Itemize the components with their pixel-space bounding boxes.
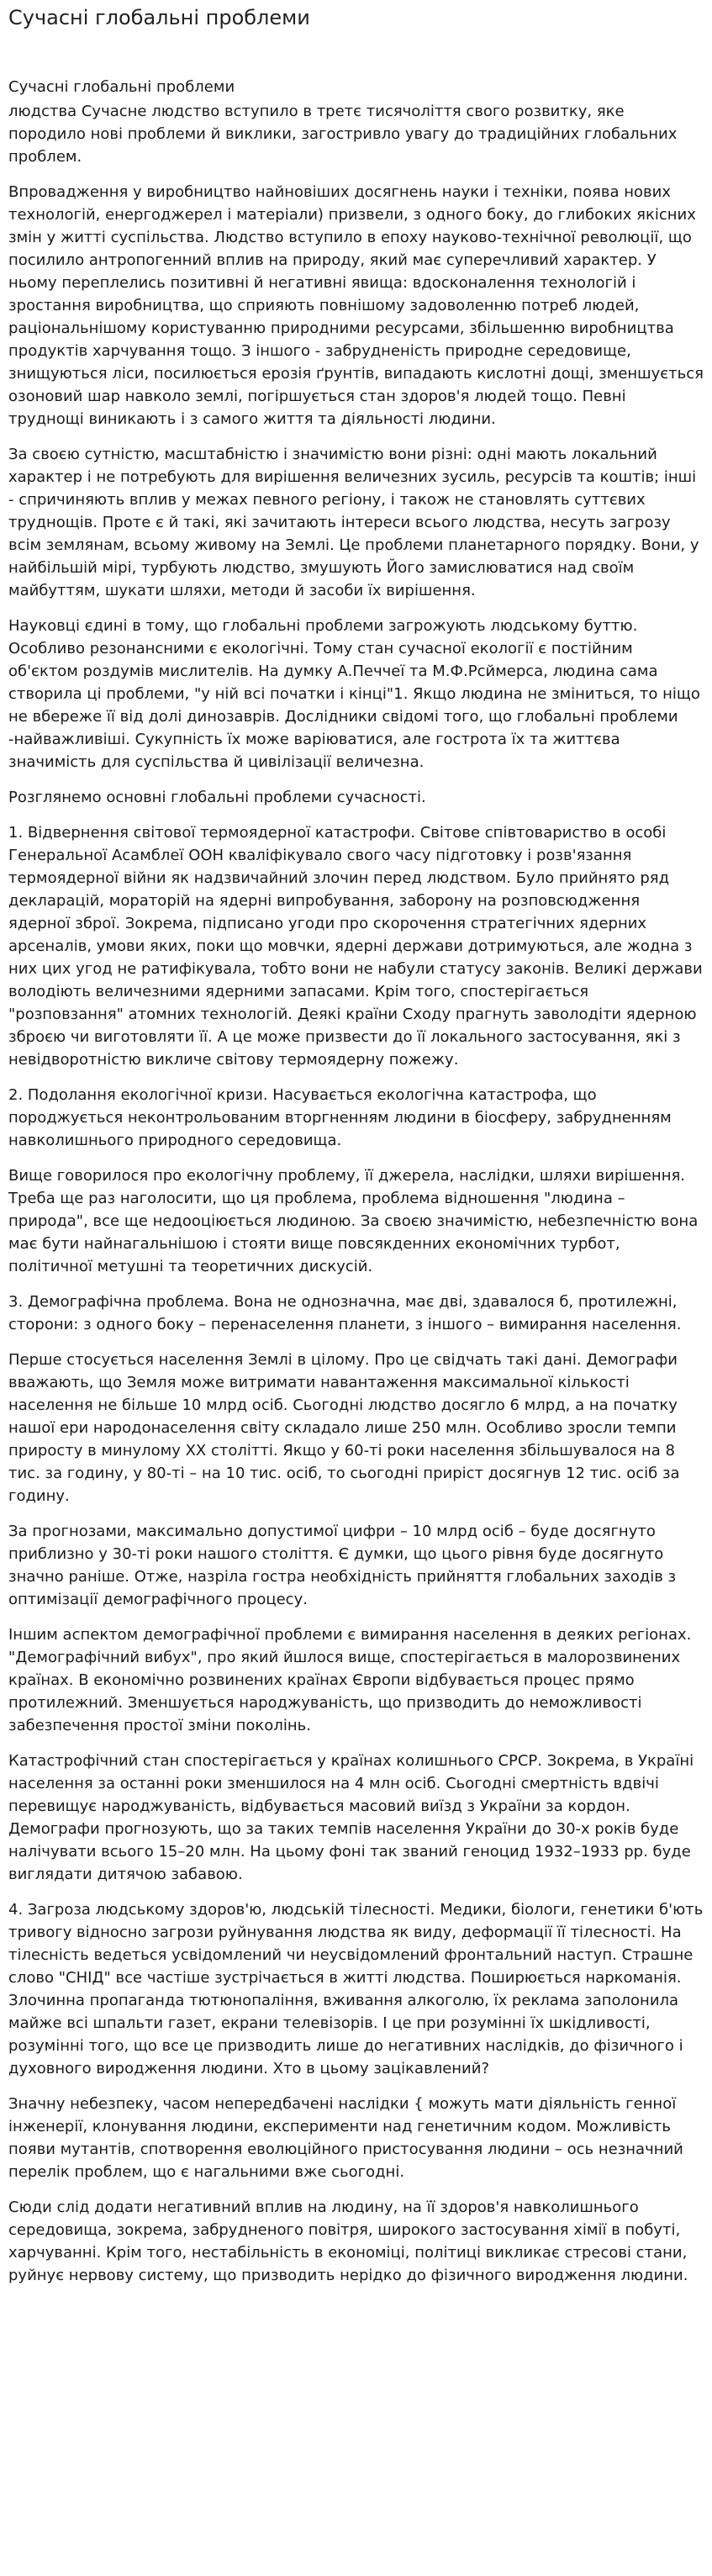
paragraph: 3. Демографічна проблема. Вона не однозначна, має дві, здавалося б, протилежні, сторони: з одного боку – перенаселення планети, з іншого – вимирання населення.	[8, 1293, 682, 1333]
paragraph: Вище говорилося про екологічну проблему, її джерела, наслідки, шляхи вирішення. Треба ще раз наголосити, що ця проблема, проблема відношення "людина – природа", все ще недооціюється людиною. За своєю значимістю, небезпечністю вона має бути найнагальнішою і стояти вище повсякденних економічних турбот, політичної метушні та теоретичних дискусій.	[8, 1167, 699, 1275]
paragraph: Науковці єдині в тому, що глобальні проблеми загрожують людському буттю. Особливо резонансними є екологічні. Тому стан сучасної екології є постійним об'єктом роздумів мислителів. На думку А.Печчеї та М.Ф.Рсймерса, людина сама створила ці проблеми, "у ній всі початки і кінці"1. Якщо людина не зміниться, то ніщо не вбереже її від долі динозаврів. Дослідники свідомі того, що глобальні проблеми -найважливіші. Сукупність їх може варіюватися, але гострота їх та життєва значимість для суспільства й цивілізації величезна.	[8, 617, 700, 771]
paragraph: 2. Подолання екологічної кризи. Насувається екологічна катастрофа, що породжується неконтрольованим вторгненням людини в біосферу, забрудненням навколишнього природного середовища.	[8, 1086, 672, 1149]
paragraph: За прогнозами, максимально допустимої цифри – 10 млрд осіб – буде досягнуто приблизно у 30-ті роки нашого століття. Є думки, що цього рівня буде досягнуто значно раніше. Отже, назріла гостра необхідність прийняття глобальних заходів з оптимізації демографічного процесу.	[8, 1523, 677, 1608]
page-title: Сучасні глобальні проблеми	[8, 6, 310, 29]
paragraph: людства Сучасне людство вступило в третє тисячоліття свого розвитку, яке породило нові проблеми й виклики, загостривло увагу до традиційних глобальних проблем.	[8, 103, 678, 166]
paragraph: Розглянемо основні глобальні проблеми сучасності.	[8, 789, 426, 806]
article-subtitle: Сучасні глобальні проблеми	[8, 78, 235, 96]
paragraph: Значну небезпеку, часом непередбачені наслідки { можуть мати діяльність генної інженерії, клонування людини, експерименти над генетичним кодом. Можливість появи мутантів, спотворення еволюційного пристосування людини – ось незначний перелік проблем, що є нагальними вже сьогодні.	[8, 2095, 683, 2181]
paragraph: 4. Загроза людському здоров'ю, людській тілесності. Медики, біологи, генетики б'ють тривогу відносно загрози руйнування людства як виду, деформації її тілесності. На тілесність ведеться усвідомлений чи неусвідомлений фронтальний наступ. Страшне слово "СНІД" все частіше зустрічається в житті людства. Поширюється наркоманія. Злочинна пропаганда тютюнопаління, вживання алкоголю, їх реклама заполонила майже всі шпальти газет, екрани телевізорів. І це при розумінні їх шкідливості, розумінні того, що все це призводить лише до негативних наслідків, до фізичного і духовного виродження людини. Хто в цьому зацікавлений?	[8, 1901, 704, 2077]
paragraph: 1. Відвернення світової термоядерної катастрофи. Світове співтовариство в особі Генеральної Асамблеї ООН кваліфікувало свого часу підготовку і розв'язання термоядерної війни як надзвичайний злочин перед людством. Було прийнято ряд декларацій, мораторій на ядерні випробування, заборону на розповсюдження ядерної зброї. Зокрема, підписано угоди про скорочення стратегічних ядерних арсеналів, умови яких, поки що мовчки, ядерні держави дотримуються, але жодна з них цих угод не ратифікувала, тобто вони не набули статусу законів. Великі держави володіють величезними ядерними запасами. Крім того, спостерігається "розповзання" атомних технологій. Деякі країни Сходу прагнуть заволодіти ядерною зброєю чи виготовляти її. А це може призвести до її локального застосування, які з невідворотністю викличе світову термоядерну пожежу.	[8, 824, 703, 1069]
paragraph: Сюди слід додати негативний вплив на людину, на її здоров'я навколишнього середовища, зокрема, забрудненого повітря, широкого застосування хімії в побуті, харчуванні. Крім того, нестабільність в економіці, політиці викликає стресові стани, руйнує нервову систему, що призводить нерідко до фізичного виродження людини.	[8, 2199, 688, 2284]
paragraph: Перше стосується населення Землі в цілому. Про це свідчать такі дані. Демографи вважають, що Земля може витримати навантаження максимальної кількості населення не більше 10 млрд осіб. Сьогодні людство досягло 6 млрд, а на початку нашої ери народонаселення світу складало лише 250 млн. Особливо зросли темпи приросту в минулому ХХ столітті. Якщо у 60-ті роки населення збільшувалося на 8 тис. за годину, у 80-ті – на 10 тис. осіб, то сьогодні приріст досягнув 12 тис. осіб за годину.	[8, 1351, 680, 1505]
paragraph: Катастрофічний стан спостерігається у країнах колишнього СРСР. Зокрема, в Україні населення за останні роки зменшилося на 4 млн осіб. Сьогодні смертність вдвічі перевищує народжуваність, відбувається масовий виїзд з України за кордон. Демографи прогнозують, що за таких темпів населення України до 30-х років буде налічувати всього 15–20 млн. На цьому фоні так званий геноцид 1932–1933 рр. буде виглядати дитячою забавою.	[8, 1752, 694, 1883]
paragraph: За своєю сутністю, масштабністю і значимістю вони різні: одні мають локальний характер і не потребують для вирішення величезних зусиль, ресурсів та коштів; інші - спричиняють вплив у межах певного регіону, і також не становлять суттєвих труднощів. Проте є й такі, які зачитають інтереси всього людства, несуть загрозу всім землянам, всьому живому на Землі. Це проблеми планетарного порядку. Вони, у найбільшій мірі, турбують людство, змушують Його замислюватися над своїм майбуттям, шукати шляхи, методи й засоби їх вирішення.	[8, 446, 699, 599]
paragraph: Впровадження у виробництво найновіших досягнень науки і техніки, поява нових технологій, енергоджерел і матеріали) призвели, з одного боку, до глибоких якісних змін у житті суспільства. Людство вступило в епоху науково-технічної революції, що посилило антропогенний вплив на природу, який має суперечливий характер. У ньому переплелись позитивні й негативні явища: вдосконалення технологій і зростання виробництва, що сприяють повнішому задоволенню потреб людей, раціональнішому користуванню природними ресурсами, збільшенню виробництва продуктів харчування тощо. З іншого - забрудненість природне середовище, знищуються ліси, посилюється ерозія ґрунтів, випадають кислотні дощі, зменшується озоновий шар навколо землі, погіршується стан здоров'я людей тощо. Певні труднощі виникають і з самого життя та діяльності людини.	[8, 183, 704, 428]
paragraph: Іншим аспектом демографічної проблеми є вимирання населення в деяких регіонах. "Демографічний вибух", про який йшлося вище, спостерігається в малорозвинених країнах. В економічно розвинених країнах Європи відбувається процес прямо протилежний. Зменшується народжуваність, що призводить до неможливості забезпечення простої зміни поколінь.	[8, 1626, 692, 1734]
